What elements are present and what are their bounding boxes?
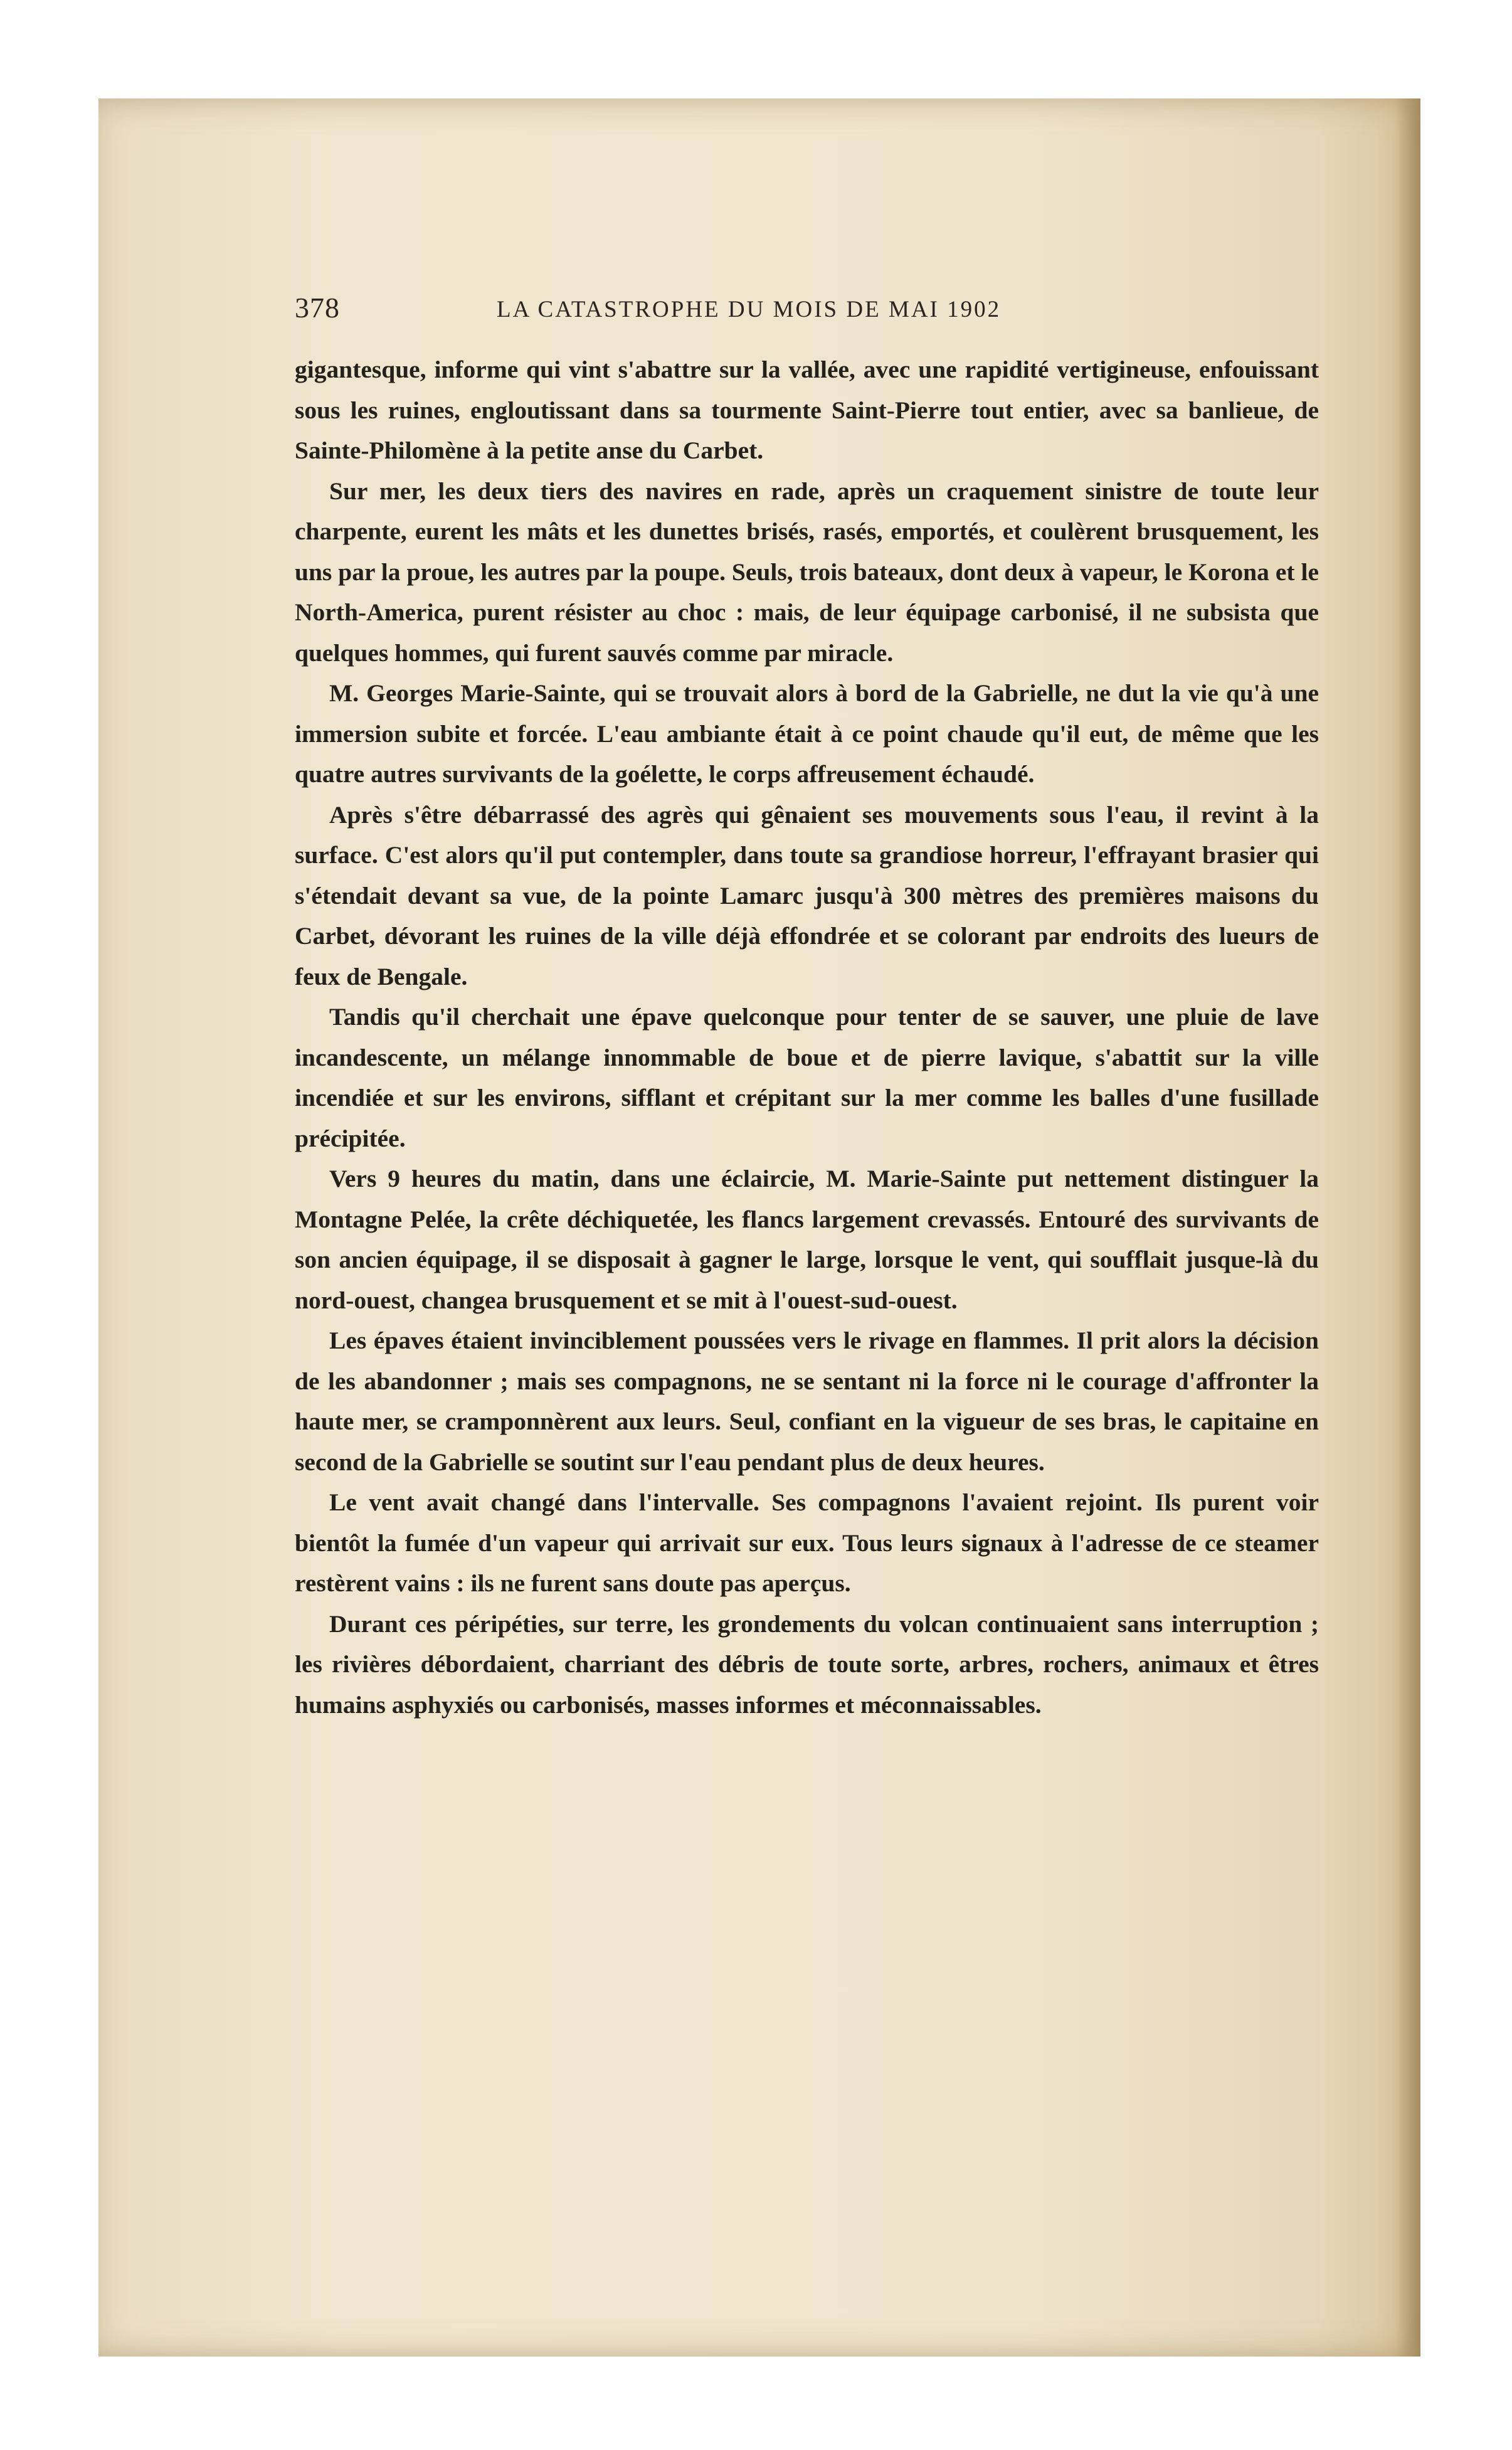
paragraph: Vers 9 heures du matin, dans une éclaircie, M. Marie-Sainte put nettement distinguer la Montagne Pelée, la crête déchiquetée, les flancs largement crevassés. Entouré des survivants de son ancien équipage, il se disposait à gagner le large, lorsque le vent, qui soufflait jusque-là du nord-ouest, changea brusquement et se mit à l'ouest-sud-ouest. [295, 1165, 1319, 1314]
running-head [295, 291, 1235, 329]
body-text [295, 349, 1319, 1725]
paragraph: Après s'être débarrassé des agrès qui gênaient ses mouvements sous l'eau, il revint à la surface. C'est alors qu'il put contempler, dans toute sa grandiose horreur, l'effrayant brasier qui s'étendait devant sa vue, de la pointe Lamarc jusqu'à 300 mètres des premières maisons du Carbet, dévorant les ruines de la ville déjà effondrée et se colorant par endroits des lueurs de feux de Bengale. [295, 800, 1319, 990]
paragraph: gigantesque, informe qui vint s'abattre sur la vallée, avec une rapidité vertigineuse, enfouissant sous les ruines, engloutissant dans sa tourmente Saint-Pierre tout entier, avec sa banlieue, de Sainte-Philomène à la petite anse du Carbet. [295, 356, 1319, 464]
book-page [98, 98, 1420, 2357]
running-title: LA CATASTROPHE DU MOIS DE MAI 1902 [497, 297, 1002, 322]
paragraph: Tandis qu'il cherchait une épave quelconque pour tenter de se sauver, une pluie de lave incandescente, un mélange innommable de boue et de pierre lavique, s'abattit sur la ville incendiée et sur les environs, sifflant et crépitant sur la mer comme les balles d'une fusillade précipitée. [295, 1003, 1319, 1152]
paragraph: Le vent avait changé dans l'intervalle. Ses compagnons l'avaient rejoint. Ils purent voir bientôt la fumée d'un vapeur qui arrivait sur eux. Tous leurs signaux à l'adresse de ce steamer restèrent vains : ils ne furent sans doute pas aperçus. [295, 1488, 1319, 1597]
page-number: 378 [295, 292, 340, 324]
paragraph: Durant ces péripéties, sur terre, les grondements du volcan continuaient sans interruption ; les rivières débordaient, charriant des débris de toute sorte, arbres, rochers, animaux et êtres humains asphyxiés ou carbonisés, masses informes et méconnaissables. [295, 1609, 1319, 1719]
paragraph: M. Georges Marie-Sainte, qui se trouvait alors à bord de la Gabrielle, ne dut la vie qu'à une immersion subite et forcée. L'eau ambiante était à ce point chaude qu'il eut, de même que les quatre autres survivants de la goélette, le corps affreusement échaudé. [295, 679, 1319, 788]
page-edge-shadow [1395, 98, 1420, 2357]
paragraph: Les épaves étaient invinciblement poussées vers le rivage en flammes. Il prit alors la décision de les abandonner ; mais ses compagnons, ne se sentant ni la force ni le courage d'affronter la haute mer, se cramponnèrent aux leurs. Seul, confiant en la vigueur de ses bras, le capitaine en second de la Gabrielle se soutint sur l'eau pendant plus de deux heures. [295, 1327, 1319, 1476]
paragraph: Sur mer, les deux tiers des navires en rade, après un craquement sinistre de toute leur charpente, eurent les mâts et les dunettes brisés, rasés, emportés, et coulèrent brusquement, les uns par la proue, les autres par la poupe. Seuls, trois bateaux, dont deux à vapeur, le Korona et le North-America, purent résister au choc : mais, de leur équipage carbonisé, il ne subsista que quelques hommes, qui furent sauvés comme par miracle. [295, 477, 1319, 667]
